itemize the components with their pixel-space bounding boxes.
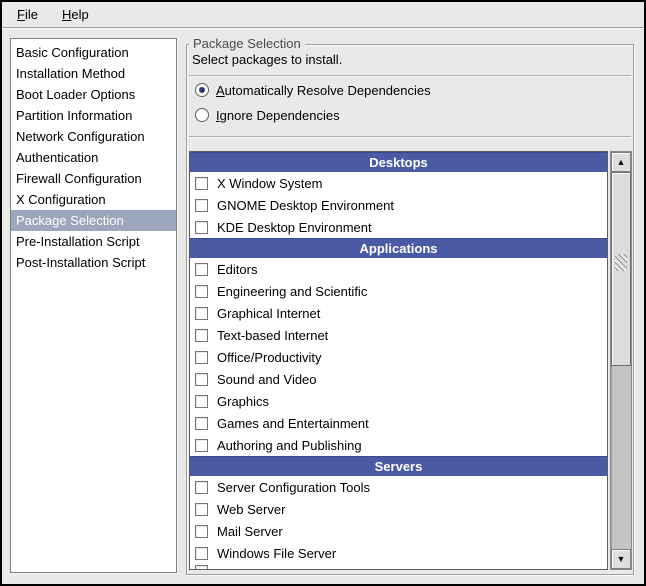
package-row-engineering-and-scientific[interactable]	[190, 280, 607, 302]
sidebar-item-partition-information[interactable]: Partition Information	[16, 108, 133, 123]
radio-icon[interactable]	[195, 108, 209, 122]
package-row-kde-desktop-environment[interactable]	[190, 216, 607, 238]
sidebar-item-firewall-configuration[interactable]: Firewall Configuration	[16, 171, 142, 186]
instruction-text: Select packages to install.	[192, 52, 343, 67]
radio-ignore-dependencies[interactable]	[195, 107, 340, 123]
package-label: KDE Desktop Environment	[217, 219, 372, 235]
scroll-down-button[interactable]	[611, 549, 631, 569]
mnemonic: H	[61, 7, 72, 22]
separator	[189, 75, 631, 77]
package-row-text-based-internet[interactable]	[190, 324, 607, 346]
package-row-partial[interactable]	[190, 564, 607, 570]
menu-item-help[interactable]: Help	[61, 7, 89, 22]
scrollbar-grip-icon	[615, 254, 627, 271]
package-row-authoring-and-publishing[interactable]	[190, 434, 607, 456]
package-label: Web Server	[217, 501, 286, 517]
package-label: Sound and Video	[217, 371, 317, 387]
mnemonic: F	[17, 7, 25, 22]
package-selection-frame	[186, 36, 634, 575]
checkbox-icon[interactable]	[195, 329, 208, 342]
package-label: Games and Entertainment	[217, 415, 369, 431]
package-label: Office/Productivity	[217, 349, 322, 365]
package-label: Server Configuration Tools	[217, 479, 370, 495]
package-label: Editors	[217, 261, 258, 277]
package-row-server-configuration-tools[interactable]	[190, 476, 607, 498]
package-row-web-server[interactable]	[190, 498, 607, 520]
frame-title: Package Selection	[189, 36, 305, 52]
package-row-gnome-desktop-environment[interactable]	[190, 194, 607, 216]
package-row-games-and-entertainment[interactable]	[190, 412, 607, 434]
arrow-down-icon: ▼	[616, 553, 626, 564]
radio-label: Automatically Resolve Dependencies	[216, 82, 431, 98]
package-row-sound-and-video[interactable]	[190, 368, 607, 390]
package-row-graphical-internet[interactable]	[190, 302, 607, 324]
sidebar-item-package-selection[interactable]: Package Selection	[11, 210, 176, 231]
separator	[189, 136, 631, 138]
package-row-office-productivity[interactable]	[190, 346, 607, 368]
sidebar-item-authentication[interactable]: Authentication	[16, 150, 99, 165]
checkbox-icon[interactable]	[195, 285, 208, 298]
checkbox-icon[interactable]	[195, 199, 208, 212]
sidebar-item-boot-loader-options[interactable]: Boot Loader Options	[16, 87, 136, 102]
package-row-windows-file-server[interactable]	[190, 542, 607, 564]
section-header-desktops: Desktops	[190, 152, 607, 172]
menu-bar	[2, 2, 644, 28]
checkbox-icon[interactable]	[195, 439, 208, 452]
package-label: Engineering and Scientific	[217, 283, 368, 299]
radio-automatically-resolve-dependencies[interactable]	[195, 82, 431, 98]
arrow-up-icon: ▲	[616, 156, 626, 167]
checkbox-icon[interactable]	[195, 503, 208, 516]
section-header-servers: Servers	[190, 456, 607, 476]
checkbox-icon[interactable]	[195, 525, 208, 538]
checkbox-icon[interactable]	[195, 263, 208, 276]
package-label: Mail Server	[217, 523, 283, 539]
checkbox-icon[interactable]	[195, 417, 208, 430]
radio-label: Ignore Dependencies	[216, 107, 340, 123]
checkbox-icon[interactable]	[195, 481, 208, 494]
radio-icon[interactable]	[195, 83, 209, 97]
package-label: Graphical Internet	[217, 305, 321, 321]
sidebar-item-pre-installation-script[interactable]: Pre-Installation Script	[16, 234, 140, 249]
config-section-list	[10, 38, 177, 573]
package-list	[189, 151, 608, 570]
checkbox-icon[interactable]	[195, 221, 208, 234]
package-row-x-window-system[interactable]	[190, 172, 607, 194]
package-label: Graphics	[217, 393, 270, 409]
menu-item-file[interactable]: File	[17, 7, 38, 22]
package-label: X Window System	[217, 175, 323, 191]
sidebar-item-installation-method[interactable]: Installation Method	[16, 66, 126, 81]
vertical-scrollbar[interactable]	[610, 151, 632, 570]
sidebar-item-network-configuration[interactable]: Network Configuration	[16, 129, 145, 144]
sidebar-item-post-installation-script[interactable]: Post-Installation Script	[16, 255, 146, 270]
checkbox-icon[interactable]	[195, 307, 208, 320]
scroll-up-button[interactable]	[611, 152, 631, 172]
package-label: Windows File Server	[217, 545, 337, 561]
checkbox-icon[interactable]	[195, 373, 208, 386]
sidebar-item-basic-configuration[interactable]: Basic Configuration	[16, 45, 129, 60]
section-header-applications: Applications	[190, 238, 607, 258]
checkbox-icon[interactable]	[195, 565, 208, 570]
checkbox-icon[interactable]	[195, 177, 208, 190]
checkbox-icon[interactable]	[195, 395, 208, 408]
checkbox-icon[interactable]	[195, 547, 208, 560]
package-row-mail-server[interactable]	[190, 520, 607, 542]
scrollbar-thumb[interactable]	[611, 172, 631, 366]
package-row-graphics[interactable]	[190, 390, 607, 412]
package-row-editors[interactable]	[190, 258, 607, 280]
package-label: GNOME Desktop Environment	[217, 197, 395, 213]
sidebar-item-x-configuration[interactable]: X Configuration	[16, 192, 106, 207]
package-label: Text-based Internet	[217, 327, 329, 343]
package-list-region	[189, 151, 632, 570]
package-label: Authoring and Publishing	[217, 437, 362, 453]
checkbox-icon[interactable]	[195, 351, 208, 364]
